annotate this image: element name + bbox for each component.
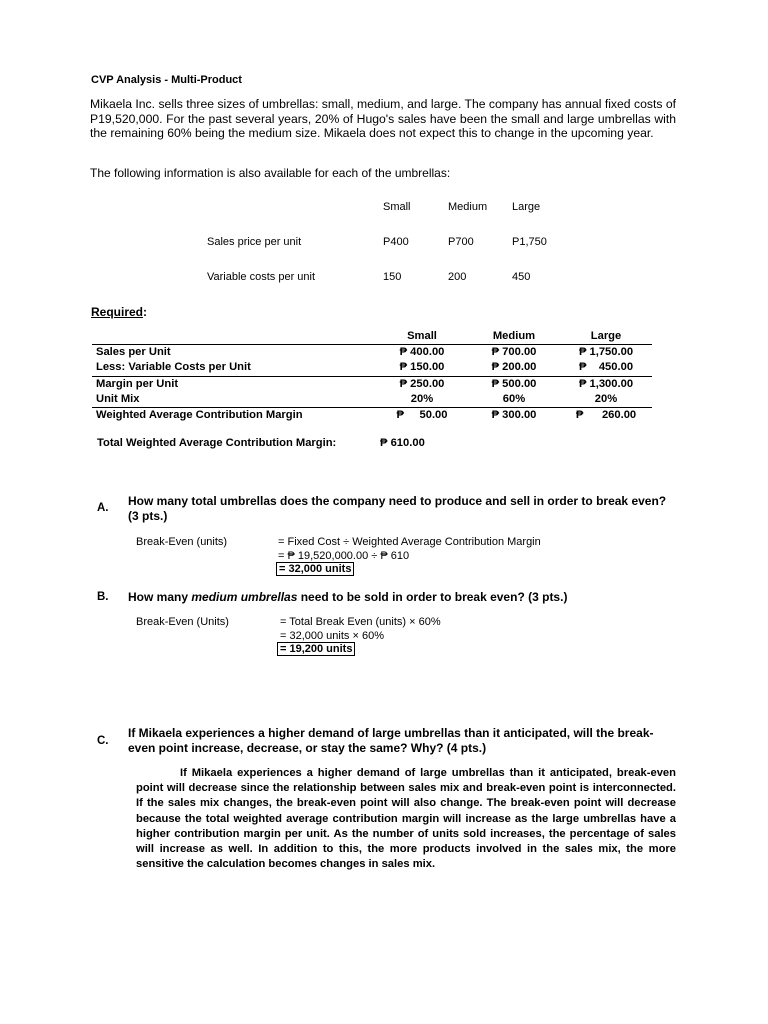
cvp-row-sales: [92, 345, 652, 361]
cvp-cell: ₱ 450.00: [560, 360, 652, 376]
question-c-text: If Mikaela experiences a higher demand of large umbrellas than it anticipated, will the break-even point increase, decrease, or stay the same? Why? (4 pts.): [128, 726, 654, 755]
cvp-header-row: [92, 329, 652, 345]
cvp-cell: ₱ 500.00: [491, 377, 537, 390]
question-a-text: How many total umbrellas does the company need to produce and sell in order to break even? (3 pts.): [128, 494, 667, 523]
cvp-row-label: Sales per Unit: [92, 345, 376, 361]
cvp-row-label: Weighted Average Contribution Margin: [96, 409, 303, 422]
info-cell: 450: [512, 271, 531, 283]
cvp-table: [92, 329, 652, 423]
question-b-answer-box: [277, 643, 355, 655]
question-a-calc-label: Break-Even (units): [136, 536, 228, 548]
cvp-cell: ₱ 300.00: [491, 409, 537, 422]
question-b-letter: B.: [97, 591, 109, 603]
info-header-small: Small: [383, 201, 411, 213]
cvp-cell: ₱ 200.00: [468, 360, 560, 376]
question-b-text-em: medium umbrellas: [191, 590, 298, 604]
question-a-answer-box: [276, 563, 354, 575]
question-b-text: [128, 590, 680, 605]
cvp-cell: 20%: [560, 392, 652, 408]
question-b-line: = 32,000 units × 60%: [280, 630, 384, 642]
cvp-cell: ₱ 50.00: [396, 409, 448, 422]
intro-paragraph: Mikaela Inc. sells three sizes of umbrellas: small, medium, and large. The company has annual fixed costs of P19,520,000. For the past several years, 20% of Hugo's sales have been the small and large umbrellas with the remaining 60% being the medium size. Mikaela does not expect this to change in the upcoming year.: [90, 97, 676, 141]
total-wacm-value: ₱ 610.00: [380, 437, 425, 449]
cvp-row-wacm: [92, 407, 652, 423]
info-cell: P1,750: [512, 236, 547, 248]
question-b-answer: = 19,200 units: [277, 642, 355, 656]
question-a-answer: = 32,000 units: [276, 562, 354, 576]
info-row-label: Sales price per unit: [207, 236, 302, 248]
required-heading: [91, 305, 147, 319]
cvp-row-variable: [92, 360, 652, 376]
required-label: Required: [91, 305, 144, 319]
cvp-cell: ₱ 700.00: [468, 345, 560, 361]
question-b-text-pre: How many: [128, 590, 192, 604]
cvp-cell: ₱ 1,750.00: [560, 345, 652, 361]
info-label: The following information is also available for each of the umbrellas:: [90, 166, 451, 180]
info-row-label: Variable costs per unit: [207, 271, 316, 283]
question-a-line: = ₱ 19,520,000.00 ÷ ₱ 610: [278, 550, 410, 562]
info-cell: P700: [448, 236, 474, 248]
question-a-letter: A.: [97, 502, 109, 514]
cvp-row-unit-mix: [92, 392, 652, 408]
cvp-cell: ₱ 250.00: [399, 377, 445, 390]
question-b-line: = Total Break Even (units) × 60%: [280, 616, 441, 628]
info-cell: 150: [383, 271, 402, 283]
cvp-cell: 20%: [376, 392, 468, 408]
cvp-row-label: Margin per Unit: [96, 377, 179, 390]
info-header-medium: Medium: [448, 201, 488, 213]
page-title: CVP Analysis - Multi-Product: [91, 74, 242, 86]
required-colon: :: [143, 305, 148, 319]
cvp-cell: ₱ 150.00: [376, 360, 468, 376]
question-c-answer: If Mikaela experiences a higher demand of large umbrellas than it anticipated, break-even point will decrease since the relationship between sales mix and break-even point is interconnected. If the sales mix changes, the break-even point will also change. The break-even point will decrease because the total weighted average contribution margin will increase as the large umbrellas have a higher contribution margin per unit. As the number of units sold increases, the percentage of sales will increase as well. In addition to this, the more products involved in the sales mix, the more sensitive the calculation becomes changes in sales mix.: [136, 767, 676, 871]
cvp-header-small: Small: [407, 330, 437, 343]
cvp-row-label: Unit Mix: [92, 392, 376, 408]
cvp-cell: 60%: [468, 392, 560, 408]
cvp-cell: ₱ 260.00: [575, 409, 637, 422]
info-cell: P400: [383, 236, 409, 248]
cvp-header-large: Large: [590, 330, 622, 343]
question-c-letter: C.: [97, 735, 109, 747]
total-wacm-label: Total Weighted Average Contribution Margin:: [97, 437, 337, 449]
cvp-cell: ₱ 400.00: [376, 345, 468, 361]
question-a-line: = Fixed Cost ÷ Weighted Average Contribution Margin: [278, 536, 541, 548]
info-header-large: Large: [512, 201, 541, 213]
question-b-text-post: need to be sold in order to break even? (3 pts.): [297, 590, 568, 604]
cvp-cell: ₱ 1,300.00: [578, 377, 634, 390]
question-b-calc-label: Break-Even (Units): [136, 616, 229, 628]
cvp-header-medium: Medium: [492, 330, 536, 343]
info-cell: 200: [448, 271, 467, 283]
cvp-row-label: Less: Variable Costs per Unit: [92, 360, 376, 376]
cvp-row-margin: [92, 376, 652, 392]
